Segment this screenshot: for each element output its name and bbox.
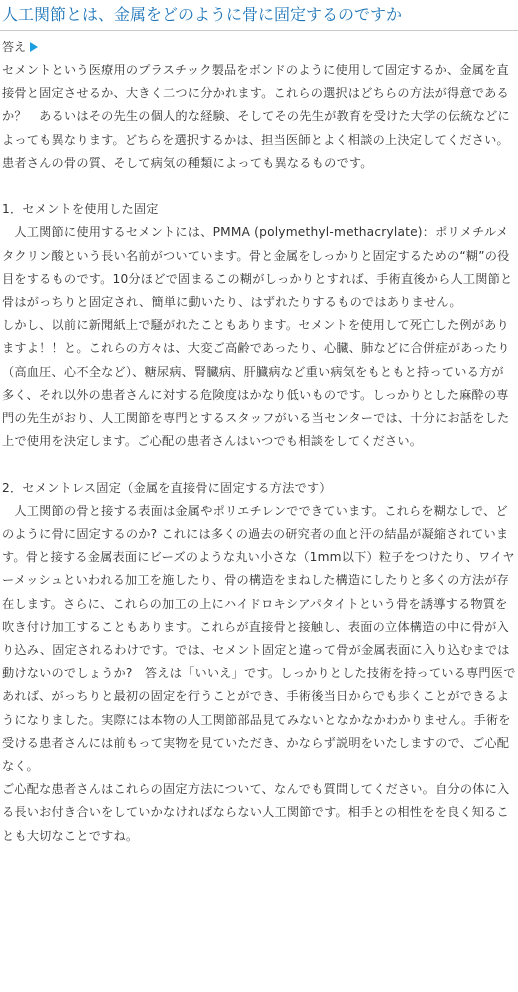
section1-paragraph-1: 人工関節に使用するセメントには、PMMA (polymethyl-methacrylate)：ポリメチルメタクリン酸という長い名前がついています。骨と金属をしっかりと固定するための“糊”の役目をするものです。10分ほどで固まるこの糊がしっかりとすれば、手術直後から人工関節と骨はがっちりと固定され、簡単に動いたり、はずれたりするものではありません。 — [2, 225, 513, 310]
answer-label-text: 答え — [2, 40, 27, 54]
spacer — [2, 175, 516, 198]
section1-paragraph-2: しかし、以前に新聞紙上で騒がれたこともあります。セメントを使用して死亡した例がありますよ！！と。これらの方々は、大変ご高齢であったり、心臓、肺などに合併症があったり（高血圧、心不全など）、糖尿病、腎臓病、肝臓病など重い病気をもともと持っている方が多く、それ以外の患者さんに対する危険度はかなり低いものです。しっかりとした麻酔の専門の先生がおり、人工関節を専門とするスタッフがいる当センターでは、十分にお話をした上で使用を決定します。ご心配の患者さんはいつでも相談をしてください。 — [2, 318, 510, 449]
spacer — [2, 453, 516, 476]
section2-paragraph-2: ご心配な患者さんはこれらの固定方法について、なんでも質問してください。自分の体に入る長いお付き合いをしていかなければならない人工関節です。相手との相性をを良く知ることも大切なことですね。 — [2, 782, 510, 843]
triangle-right-icon — [30, 42, 38, 52]
answer-body — [2, 59, 516, 848]
answer-label — [2, 39, 38, 55]
page-title: 人工関節とは、金属をどのように骨に固定するのですか — [2, 5, 403, 24]
section2-paragraph-1: 人工関節の骨と接する表面は金属やポリエチレンでできています。これらを糊なしで、どのように骨に固定するのか? これには多くの過去の研究者の血と汗の結晶が凝縮されています。骨と接する金属表面にビーズのような丸い小さな（1mm以下）粒子をつけたり、ワイヤーメッシュといわれる加工を施したり、骨の構造をまねした構造にしたりと多くの方法が存在します。さらに、これらの加工の上にハイドロキシアパタイトという骨を誘導する物質を吹き付け加工することもあります。これらが直接骨と接触し、表面の立体構造の中に骨が入り込み、固定されるわけです。では、セメント固定と違って骨が金属表面に入り込むまでは動けないのでしょうか? 答えは「いいえ」です。しっかりとした技術を持っている専門医であれば、がっちりと最初の固定を行うことができ、手術後当日からでも歩くことができるようになりました。実際には本物の人工関節部品見てみないとなかなかわかりません。手術を受ける患者さんには前もって実物を見ていただき、かならず説明をいたしますので、ご心配なく。 — [2, 503, 516, 774]
title-divider — [0, 30, 518, 31]
section1-heading: 1．セメントを使用した固定 — [2, 202, 159, 217]
section2-heading: 2．セメントレス固定（金属を直接骨に固定する方法です） — [2, 480, 332, 495]
intro-paragraph: セメントという医療用のプラスチック製品をボンドのように使用して固定するか、金属を直接骨と固定させるか、大きく二つに分かれます。これらの選択はどちらの方法が得意であるか？ あるいはその先生の個人的な経験、そしてその先生が教育を受けた大学の伝統などによっても異なります。どちらを選択するかは、担当医師とよく相談の上決定してください。患者さんの骨の質、そして病気の種類によっても異なるものです。 — [2, 63, 510, 170]
